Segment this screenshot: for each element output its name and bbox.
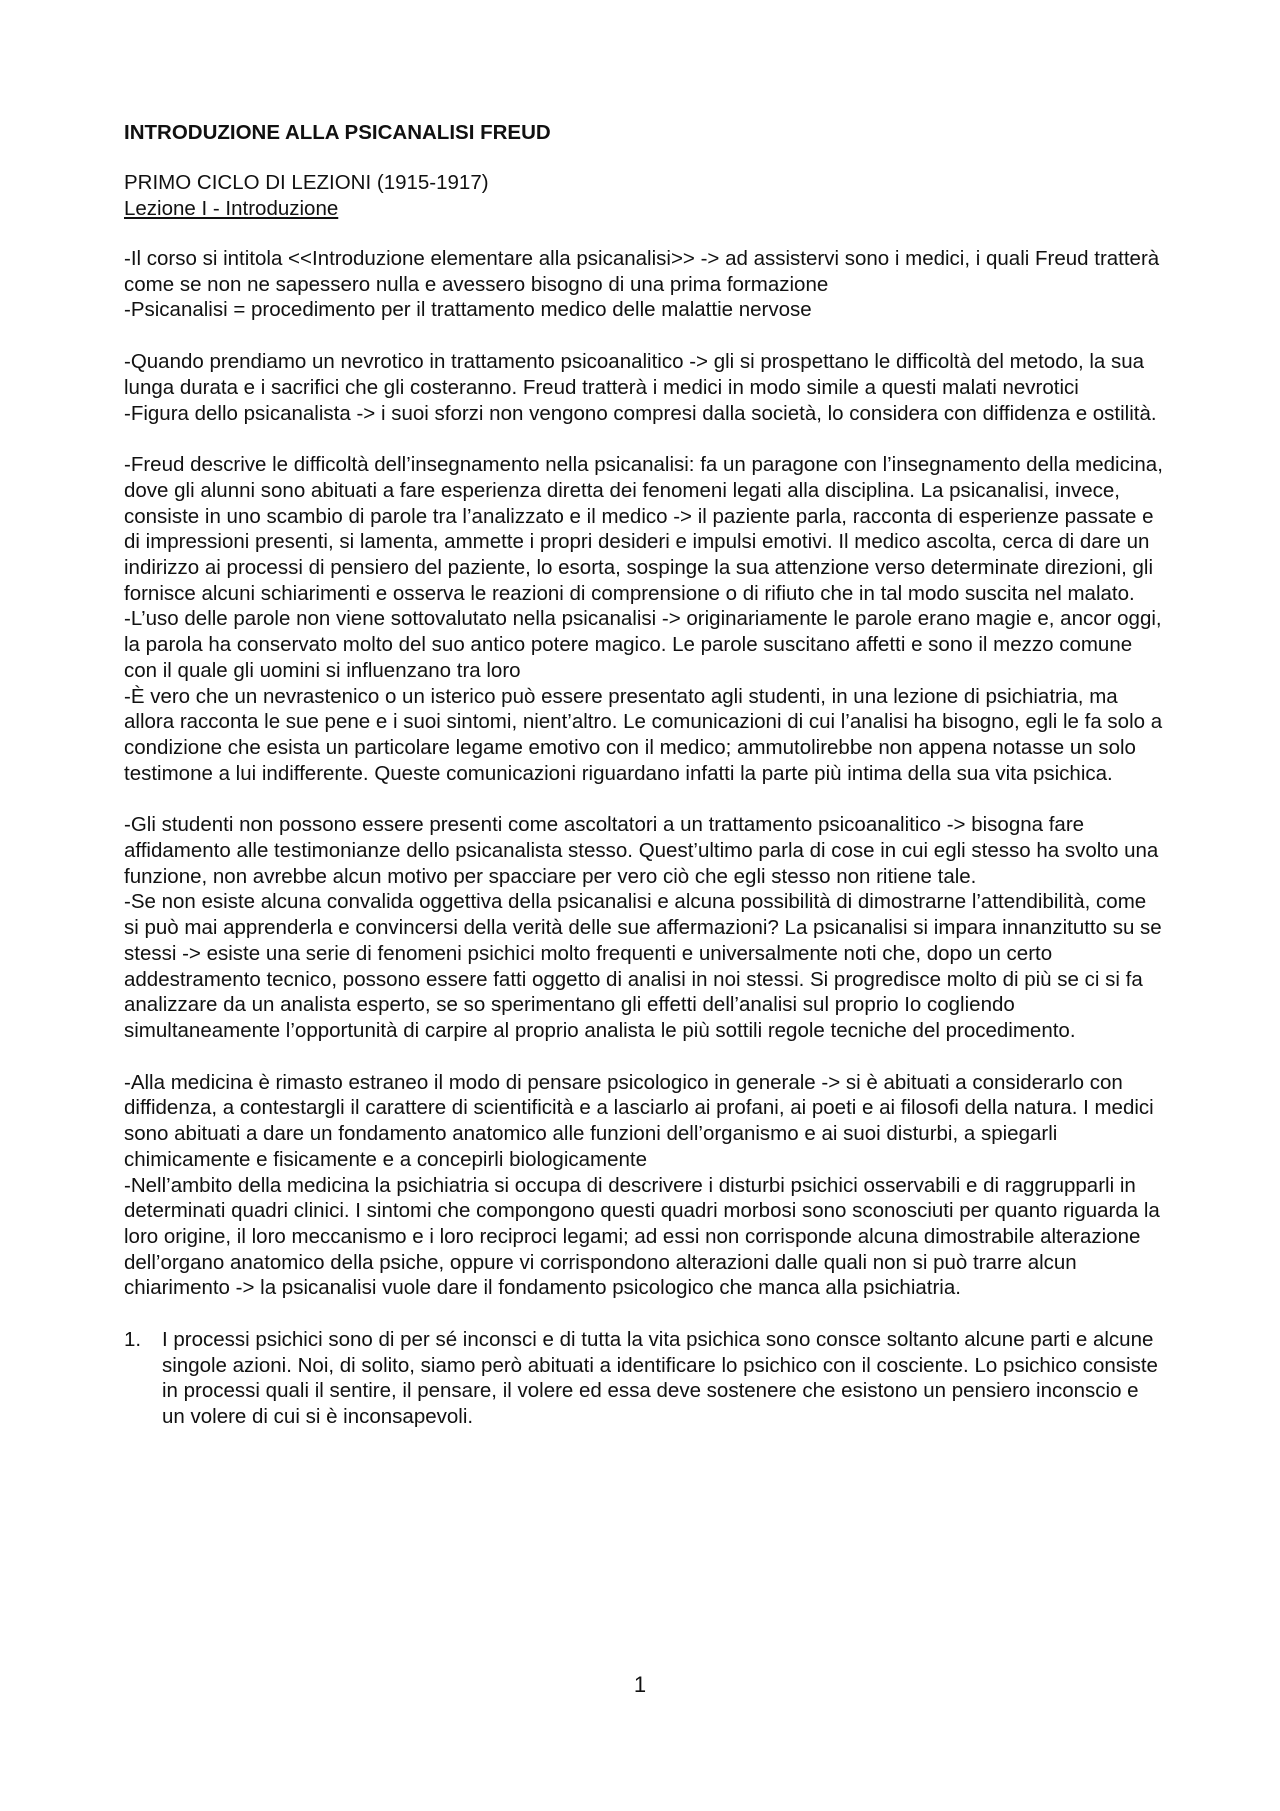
paragraph-block-5 — [124, 1070, 1164, 1301]
paragraph: -L’uso delle parole non viene sottovalutato nella psicanalisi -> originariamente le parole erano magie e, ancor oggi, la parola ha conservato molto del suo antico potere magico. Le parole suscitano affetti e sono il mezzo comune con il quale gli uomini si influenzano tra loro — [124, 607, 1162, 682]
numbered-list — [124, 1327, 1164, 1430]
paragraph-block-4 — [124, 812, 1164, 1043]
list-item-text: I processi psichici sono di per sé inconsci e di tutta la vita psichica sono consce soltanto alcune parti e alcune singole azioni. Noi, di solito, siamo però abituati a identificare lo psichico con il cosciente. Lo psichico consiste in processi quali il sentire, il pensare, il volere ed essa deve sostenere che esistono un pensiero inconscio e un volere di cui si è inconsapevoli. — [162, 1328, 1158, 1429]
list-item-number: 1. — [124, 1328, 142, 1352]
paragraph: -Figura dello psicanalista -> i suoi sforzi non vengono compresi dalla società, lo considera con diffidenza e ostilità. — [124, 401, 1157, 425]
paragraph: -Se non esiste alcuna convalida oggettiva della psicanalisi e alcuna possibilità di dimostrarne l’attendibilità, come si può mai apprenderla e convincersi della verità delle sue affermazioni? La psicanalisi si impara innanzitutto su se stessi -> esiste una serie di fenomeni psichici molto frequenti e universalmente noti che, dopo un certo addestramento tecnico, possono essere fatti oggetto di analisi in noi stessi. Si progredisce molto di più se ci si fa analizzare da un analista esperto, se so sperimentano gli effetti dell’analisi sul proprio Io cogliendo simultaneamente l’opportunità di carpire al proprio analista le più sottili regole tecniche del procedimento. — [124, 890, 1162, 1042]
paragraph: -Freud descrive le difficoltà dell’insegnamento nella psicanalisi: fa un paragone con l’insegnamento della medicina, dove gli alunni sono abituati a fare esperienza diretta dei fenomeni legati alla disciplina. La psicanalisi, invece, consiste in uno scambio di parole tra l’analizzato e il medico -> il paziente parla, racconta di esperienze passate e di impressioni presenti, si lamenta, ammette i propri desideri e impulsi emotivi. Il medico ascolta, cerca di dare un indirizzo ai processi di pensiero del paziente, lo esorta, sospinge la sua attenzione verso determinate direzioni, gli fornisce alcuni schiarimenti e osserva le reazioni di comprensione o di rifiuto che in tal modo suscita nel malato. — [124, 453, 1163, 605]
document-title: INTRODUZIONE ALLA PSICANALISI FREUD — [124, 121, 551, 144]
paragraph: -Gli studenti non possono essere presenti come ascoltatori a un trattamento psicoanalitico -> bisogna fare affidamento alle testimonianze dello psicanalista stesso. Quest’ultimo parla di cose in cui egli stesso ha svolto una funzione, non avrebbe alcun motivo per spacciare per vero ciò che egli stesso non ritiene tale. — [124, 813, 1159, 888]
paragraph: -Quando prendiamo un nevrotico in trattamento psicoanalitico -> gli si prospettano le difficoltà del metodo, la sua lunga durata e i sacrifici che gli costeranno. Freud tratterà i medici in modo simile a questi malati nevrotici — [124, 350, 1145, 399]
paragraph: -Alla medicina è rimasto estraneo il modo di pensare psicologico in generale -> si è abituati a considerarlo con diffidenza, a contestargli il carattere di scientificità e a lasciarlo ai profani, ai poeti e ai filosofi della natura. I medici sono abituati a dare un fondamento anatomico alle funzioni dell’organismo e ai suoi disturbi, a spiegarli chimicamente e fisicamente e a concepirli biologicamente — [124, 1070, 1154, 1171]
paragraph: -Psicanalisi = procedimento per il trattamento medico delle malattie nervose — [124, 298, 812, 322]
paragraph: -Nell’ambito della medicina la psichiatria si occupa di descrivere i disturbi psichici osservabili e di raggrupparli in determinati quadri clinici. I sintomi che compongono questi quadri morbosi sono sconosciuti per quanto riguarda la loro origine, il loro meccanismo e i loro reciproci legami; ad essi non corrisponde alcuna dimostrabile alterazione dell’organo anatomico della psiche, oppure vi corrispondono alterazioni dalle quali non si può trarre alcun chiarimento -> la psicanalisi vuole dare il fondamento psicologico che manca alla psichiatria. — [124, 1173, 1160, 1300]
paragraph: -È vero che un nevrastenico o un isterico può essere presentato agli studenti, in una lezione di psichiatria, ma allora racconta le sue pene e i suoi sintomi, nient’altro. Le comunicazioni di cui l’analisi ha bisogno, egli le fa solo a condizione che esista un particolare legame emotivo con il medico; ammutolirebbe non appena notasse un solo testimone a lui indifferente. Queste comunicazioni riguardano infatti la parte più intima della sua vita psichica. — [124, 684, 1163, 785]
page-number: 1 — [633, 1672, 647, 1697]
lesson-heading: Lezione I - Introduzione — [124, 197, 339, 220]
cycle-heading: PRIMO CICLO DI LEZIONI (1915-1917) — [124, 171, 489, 194]
paragraph-block-2 — [124, 349, 1164, 426]
list-item — [124, 1327, 1164, 1430]
paragraph: -Il corso si intitola <<Introduzione elementare alla psicanalisi>> -> ad assistervi sono i medici, i quali Freud tratterà come se non ne sapessero nulla e avessero bisogno di una prima formazione — [124, 247, 1160, 296]
paragraph-block-1 — [124, 246, 1164, 323]
document-page — [124, 120, 1164, 1430]
paragraph-block-3 — [124, 452, 1164, 786]
